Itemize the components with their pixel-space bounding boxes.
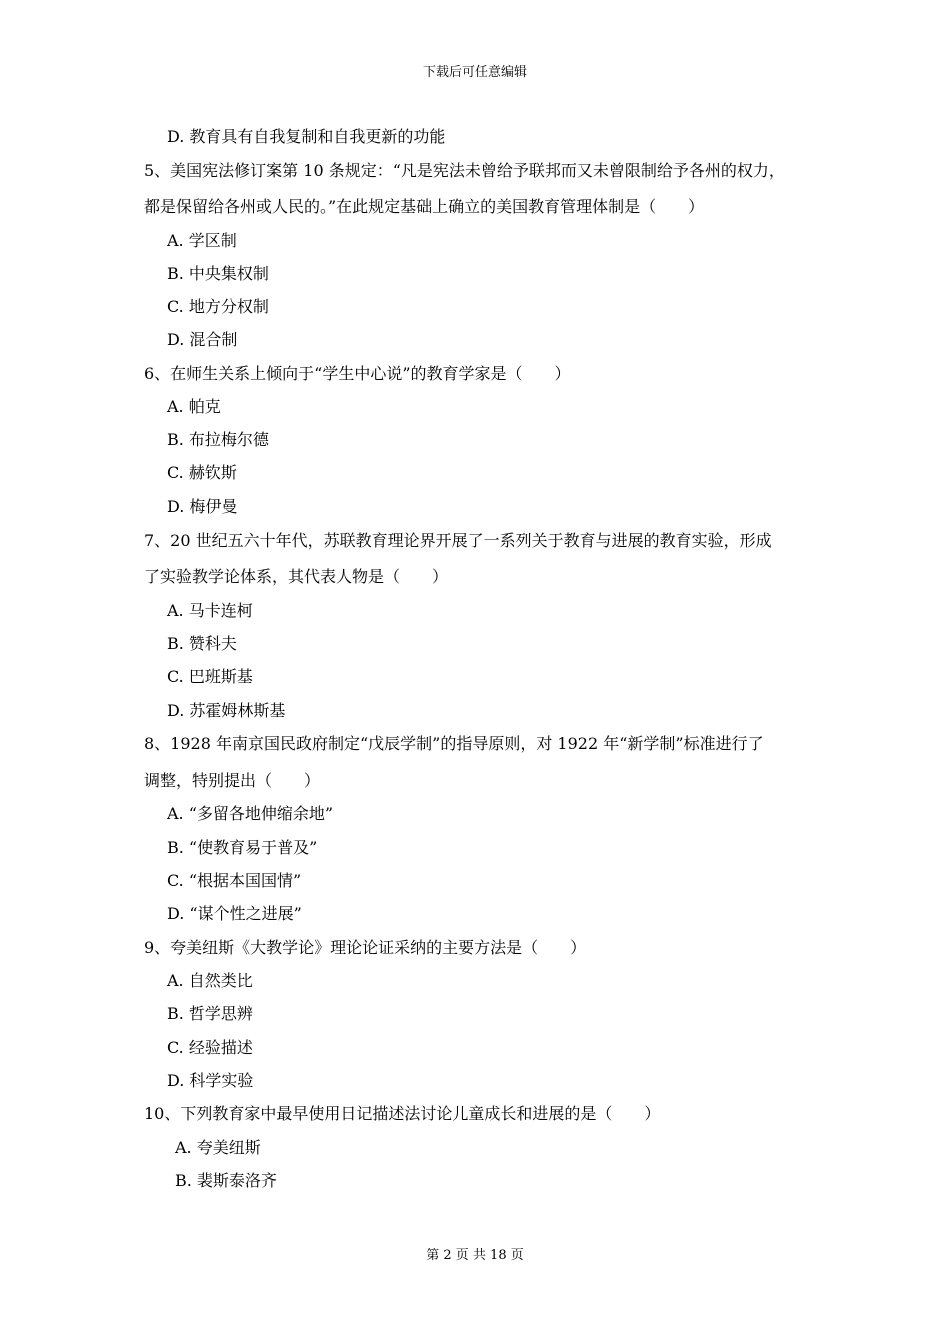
- option-c-q5: C. 地方分权制: [167, 297, 269, 316]
- option-a-q8: A. “多留各地伸缩余地”: [167, 804, 334, 823]
- option-a-q9: A. 自然类比: [167, 971, 253, 990]
- question-9-stem: 9、夸美纽斯《大教学论》理论论证采纳的主要方法是（ ）: [144, 938, 587, 957]
- option-c-q6: C. 赫钦斯: [167, 463, 237, 482]
- option-c-q8: C. “根据本国国情”: [167, 871, 302, 890]
- option-d-q9: D. 科学实验: [167, 1071, 254, 1090]
- option-b-q7: B. 赞科夫: [167, 634, 237, 653]
- option-a-q7: A. 马卡连柯: [167, 601, 253, 620]
- option-b-q9: B. 哲学思辨: [167, 1004, 253, 1023]
- page-header: 下载后可任意编辑: [422, 65, 527, 80]
- option-d-q8: D. “谋个性之进展”: [167, 904, 302, 923]
- question-7-stem-continued: 了实验教学论体系，其代表人物是（ ）: [144, 567, 449, 586]
- question-5-stem: 5、美国宪法修订案第 10 条规定：“凡是宪法未曾给予联邦而又未曾限制给予各州的权力，: [144, 161, 785, 180]
- option-b-q10: B. 裴斯泰洛齐: [175, 1171, 277, 1190]
- option-d-q5: D. 混合制: [167, 330, 238, 349]
- option-a-q6: A. 帕克: [167, 397, 221, 416]
- question-5-stem-continued: 都是保留给各州或人民的。”在此规定基础上确立的美国教育管理体制是（ ）: [144, 197, 705, 216]
- option-d-q6: D. 梅伊曼: [167, 497, 238, 516]
- option-c-q9: C. 经验描述: [167, 1038, 253, 1057]
- option-b-q8: B. “使教育易于普及”: [167, 838, 318, 857]
- option-b-q5: B. 中央集权制: [167, 264, 269, 283]
- option-c-q7: C. 巴班斯基: [167, 667, 253, 686]
- option-b-q6: B. 布拉梅尔德: [167, 430, 269, 449]
- question-10-stem: 10、下列教育家中最早使用日记描述法讨论儿童成长和进展的是（ ）: [144, 1104, 661, 1123]
- option-d-q4: D. 教育具有自我复制和自我更新的功能: [167, 127, 446, 146]
- question-6-stem: 6、在师生关系上倾向于“学生中心说”的教育学家是（ ）: [144, 364, 571, 383]
- option-d-q7: D. 苏霍姆林斯基: [167, 701, 286, 720]
- question-8-stem-continued: 调整，特别提出（ ）: [144, 771, 321, 790]
- page-footer: 第 2 页 共 18 页: [426, 1248, 524, 1263]
- option-a-q10: A. 夸美纽斯: [175, 1138, 261, 1157]
- question-7-stem: 7、20 世纪五六十年代，苏联教育理论界开展了一系列关于教育与进展的教育实验，形成: [144, 531, 772, 550]
- question-8-stem: 8、1928 年南京国民政府制定“戊辰学制”的指导原则，对 1922 年“新学制”标准进行了: [144, 734, 764, 753]
- option-a-q5: A. 学区制: [167, 231, 237, 250]
